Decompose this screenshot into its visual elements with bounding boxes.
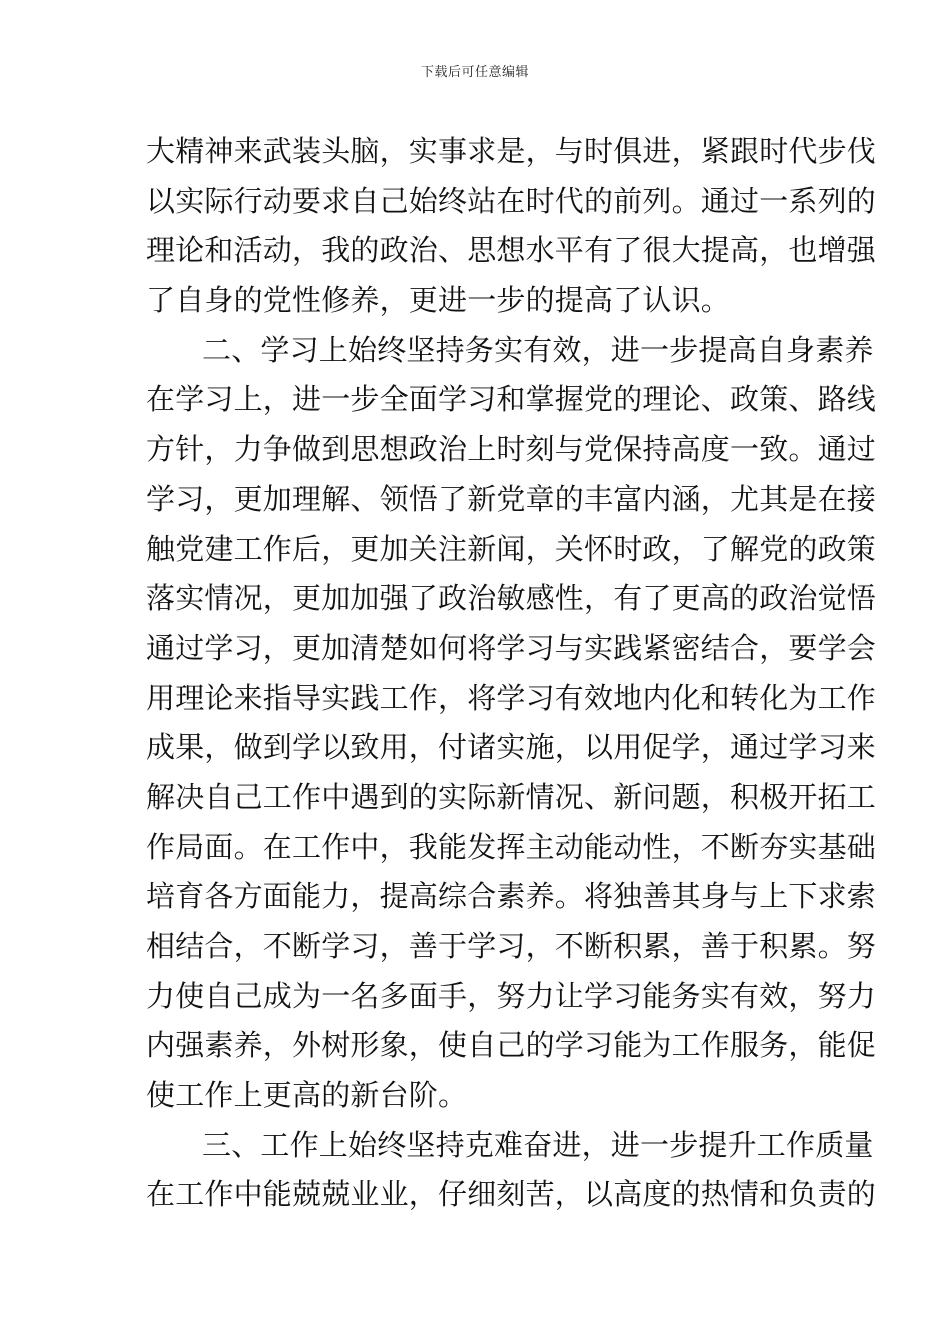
document-body [146,127,877,1220]
page-header-note: 下载后可任意编辑 [420,65,529,80]
text-line: 成果，做到学以致用，付诸实施，以用促学，通过学习来 [146,730,877,765]
text-line: 落实情况，更加加强了政治敏感性，有了更高的政治觉悟 [146,581,877,616]
section-heading-3: 三、工作上始终坚持克难奋进，进一步提升工作质量 [202,1127,874,1162]
text-line: 以实际行动要求自己始终站在时代的前列。通过一系列的 [146,183,877,218]
text-line: 培育各方面能力，提高综合素养。将独善其身与上下求索 [146,879,877,914]
text-line: 理论和活动，我的政治、思想水平有了很大提高，也增强 [146,233,877,268]
text-line: 使工作上更高的新台阶。 [146,1078,468,1113]
text-line: 方针，力争做到思想政治上时刻与党保持高度一致。通过 [146,432,877,467]
text-line: 用理论来指导实践工作，将学习有效地内化和转化为工作 [146,680,877,715]
text-line: 通过学习，更加清楚如何将学习与实践紧密结合，要学会 [146,630,877,665]
text-line: 学习，更加理解、领悟了新党章的丰富内涵，尤其是在接 [146,481,877,516]
text-line: 了自身的党性修养，更进一步的提高了认识。 [146,283,731,318]
text-line: 解决自己工作中遇到的实际新情况、新问题，积极开拓工 [146,779,877,814]
text-line: 相结合，不断学习，善于学习，不断积累，善于积累。努 [146,929,877,963]
text-line: 作局面。在工作中，我能发挥主动能动性，不断夯实基础 [146,829,877,864]
text-line: 触党建工作后，更加关注新闻，关怀时政，了解党的政策 [146,531,877,566]
text-line: 力使自己成为一名多面手，努力让学习能务实有效，努力 [146,978,877,1013]
text-line: 大精神来武装头脑，实事求是，与时俱进，紧跟时代步伐 [146,134,877,168]
text-line: 内强素养，外树形象，使自己的学习能为工作服务，能促 [146,1028,877,1063]
section-heading-2: 二、学习上始终坚持务实有效，进一步提高自身素养 [202,332,874,367]
text-line: 在学习上，进一步全面学习和掌握党的理论、政策、路线 [146,382,877,417]
text-line: 在工作中能兢兢业业，仔细刻苦，以高度的热情和负责的 [146,1177,877,1212]
